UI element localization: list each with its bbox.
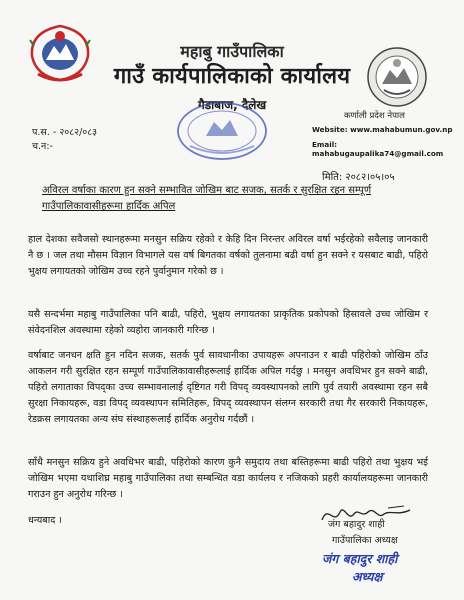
closing-thanks: धन्यबाद ।	[28, 515, 63, 526]
office-name: गाउँ कार्यपालिकाको कार्यालय	[113, 64, 351, 89]
office-stamp-icon	[176, 100, 268, 162]
body-paragraph-3: वर्षाबाट जनधन क्षति हुन नदिन सजक, सतर्क पुर्व सावधानीका उपायहरू अपनाउन र बाढी पहिरोको जोखिम ठाँउ आकलन गरी सुरक्षित रहन सम्पूर्ण गाउँपालिकावासीहरूलाई हार्दिक अपिल गर्दछु । मनसुन अवधिभर हुन सक्ने बाढी, पहिरो लगाताका विपद्का उच्च सम्भावनालाई दृष्टिगत गरी विपद् व्यवस्थापनको लागि पुर्व तयारी अवस्थामा रहन सबै सुरक्षा निकायहरू, वडा विपद् व्यवस्थापन समितिहरू, विपद् व्यवस्थापन संलग्न सरकारी तथा गैर सरकारी निकायहरू, रेडक्रस लगायतका अन्य संघ संस्थाहरूलाई हार्दिक अनुरोध गर्दछौं ।	[28, 350, 428, 425]
stamp-role-text: अध्यक्ष	[352, 569, 383, 584]
province-label: कर्णाली प्रदेश नेपाल	[344, 111, 405, 121]
email-text: Email: mahabugaupalika74@gmail.com	[312, 140, 444, 158]
municipality-seal-icon	[366, 46, 428, 108]
stamp-name-text: जंग बहादुर शाही	[322, 551, 398, 566]
reference-number: प.स. - २०८२/०८३	[32, 127, 98, 138]
letter-subject: अविरल वर्षाका कारण हुन सक्ने सम्भावित जोखिम बाट सजक, सतर्क र सुरक्षित रहन सम्पूर्ण गाउँपालिकावासीहरूमा हार्दिक अपिल	[42, 185, 372, 212]
letter-date: मिति: २०८२।०५।०५	[322, 172, 395, 183]
body-paragraph-1: हाल देशका सवैजसो स्थानहरूमा मनसुन सक्रिय रहेको र केहि दिन निरन्तर अविरल वर्षा भईरहेको सवैलाइ जानकारी नै छ । जल तथा मौसम विज्ञान विभागले यस वर्ष बिगतका वर्षको तुलनामा बढी वर्षा हुन सक्ने र यसबाट बाढी, पहिरो भुक्षय लगायतको जोखिम उच्च रहने पुर्वानुमान गरेको छ ।	[28, 234, 428, 277]
org-name: महाबु गाउँपालिका	[180, 42, 284, 61]
dispatch-number: च.न:-	[32, 141, 53, 152]
office-address: गैडाबाज, दैलेख	[198, 98, 267, 112]
body-paragraph-4: साँधै मनसुन सक्रिय हुने अवधिभर बाढी, पहिरोको कारण कुनै समुदाय तथा बस्तिहरूमा बाढी पहिरो तथा भुक्षय भई जोखिम भएमा यथाशिघ्र महाबु गाउँपालिका तथा सम्बन्धित वडा कार्यलय र नजिकको प्रहरी कार्यालयहरूमा जानकारी गराउन हुन अनुरोध गरिन्छ ।	[28, 457, 428, 500]
body-paragraph-2: यसै सन्दर्भमा महाबु गाउँपालिका पनि बाढी, पहिरो, भुक्षय लगायतका प्राकृतिक प्रकोपको हिसावले उच्च जोखिम र संवेदनशिल अवस्थामा रहेको व्यहोरा जानकारी गरिन्छ ।	[28, 309, 428, 336]
signatory-name: जंग बहादुर शाही	[328, 519, 385, 530]
signatory-title: गाउँपालिका अध्यक्ष	[332, 535, 398, 546]
website-text: Website: www.mahabumun.gov.np	[312, 125, 453, 134]
